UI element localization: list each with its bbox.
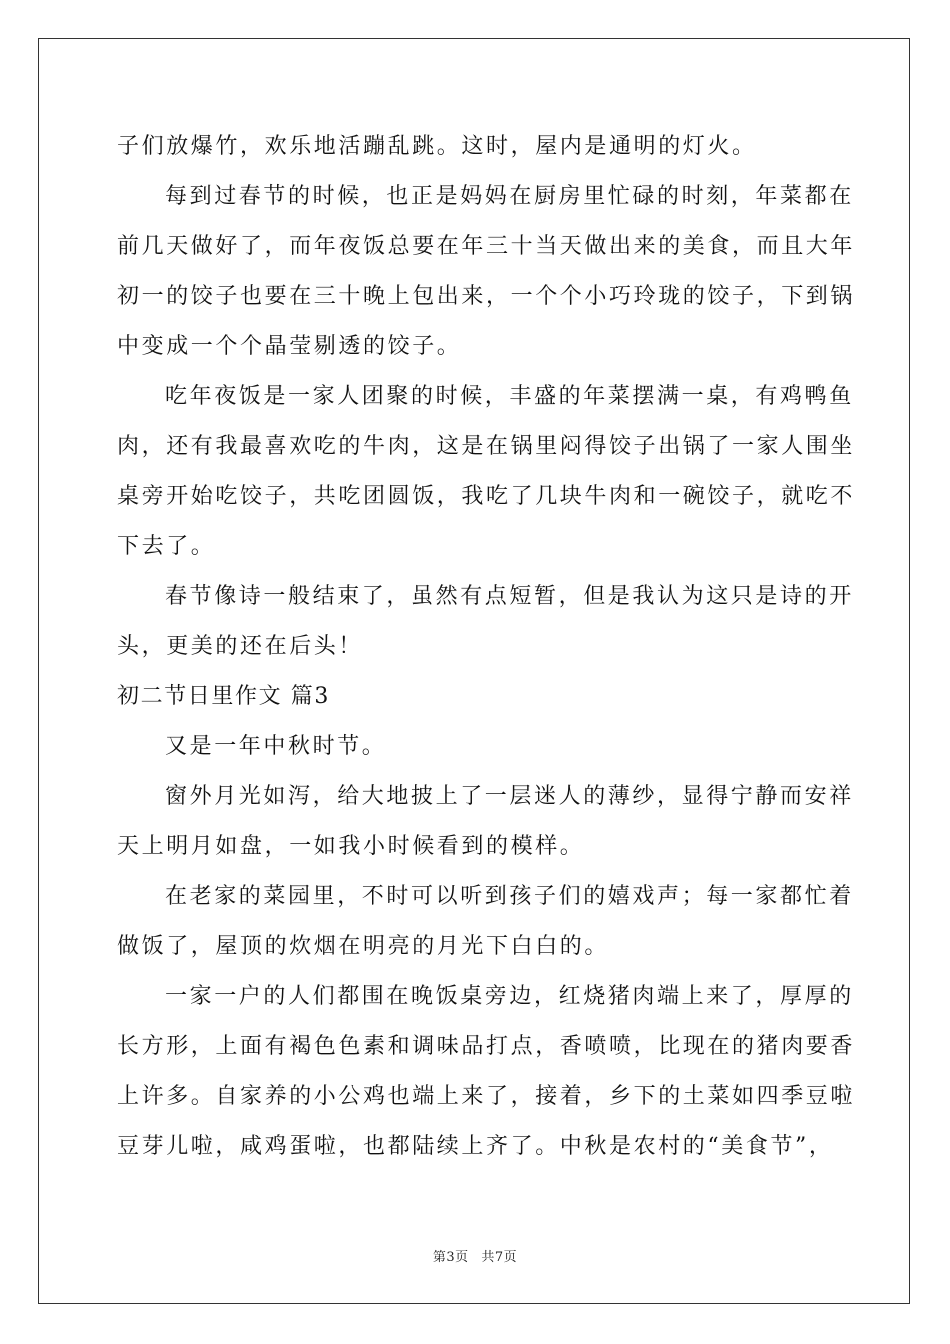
text-line: 桌旁开始吃饺子，共吃团圆饭，我吃了几块牛肉和一碗饺子，就吃不	[117, 484, 856, 509]
paragraph-start-line: 在老家的菜园里，不时可以听到孩子们的嬉戏声；每一家都忙着	[165, 884, 854, 909]
text-line: 前几天做好了，而年夜饭总要在年三十当天做出来的美食，而且大年	[117, 234, 856, 259]
page-footer	[0, 1246, 950, 1265]
text-line: 子们放爆竹，欢乐地活蹦乱跳。这时，屋内是通明的灯火。	[117, 134, 757, 159]
paragraph-start-line: 吃年夜饭是一家人团聚的时候，丰盛的年菜摆满一桌，有鸡鸭鱼	[165, 384, 854, 409]
paragraph-start-line: 窗外月光如泻，给大地披上了一层迷人的薄纱，显得宁静而安祥	[165, 784, 854, 809]
section-heading: 初二节日里作文 篇3	[117, 684, 330, 709]
paragraph-start-line: 春节像诗一般结束了，虽然有点短暂，但是我认为这只是诗的开	[165, 584, 854, 609]
paragraph-start-line: 一家一户的人们都围在晚饭桌旁边，红烧猪肉端上来了，厚厚的	[165, 984, 854, 1009]
page-total: 共7页	[481, 1250, 518, 1265]
page-number: 第3页	[432, 1250, 469, 1265]
text-line: 初一的饺子也要在三十晚上包出来，一个个小巧玲珑的饺子，下到锅	[117, 284, 856, 309]
text-line: 长方形，上面有褐色色素和调味品打点，香喷喷，比现在的猪肉要香	[117, 1034, 856, 1059]
paragraph-start-line: 每到过春节的时候，也正是妈妈在厨房里忙碌的时刻，年菜都在	[165, 184, 854, 209]
paragraph-start-line: 又是一年中秋时节。	[165, 734, 387, 759]
document-body	[117, 122, 856, 1172]
text-line: 头，更美的还在后头！	[117, 634, 364, 659]
text-line: 上许多。自家养的小公鸡也端上来了，接着，乡下的土菜如四季豆啦	[117, 1084, 856, 1109]
text-line: 肉，还有我最喜欢吃的牛肉，这是在锅里闷得饺子出锅了一家人围坐	[117, 434, 856, 459]
text-line: 做饭了，屋顶的炊烟在明亮的月光下白白的。	[117, 934, 610, 959]
text-line: 下去了。	[117, 534, 216, 559]
text-line: 中变成一个个晶莹剔透的饺子。	[117, 334, 462, 359]
text-line: 天上明月如盘，一如我小时候看到的模样。	[117, 834, 585, 859]
text-line: 豆芽儿啦，咸鸡蛋啦，也都陆续上齐了。中秋是农村的“美食节”，	[117, 1134, 834, 1159]
